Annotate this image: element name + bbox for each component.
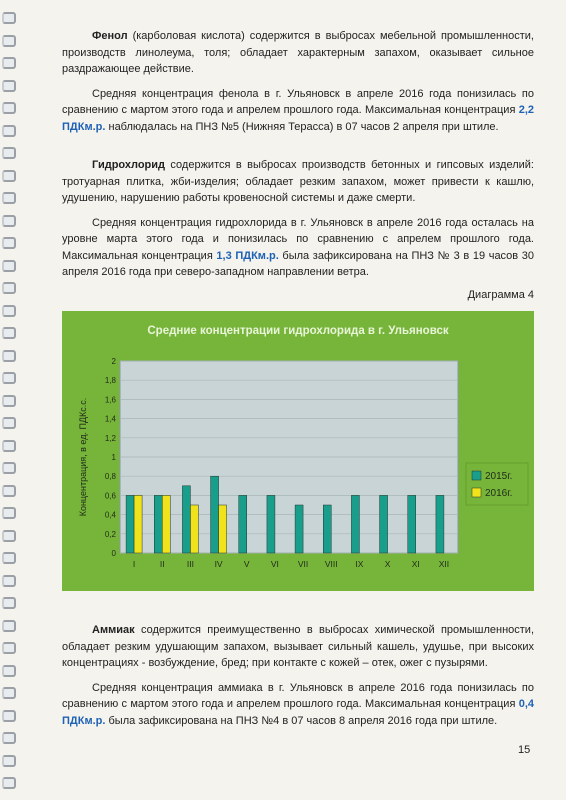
- bar-2015: [182, 486, 190, 553]
- binding-ring: [2, 642, 16, 654]
- chart-svg: [62, 311, 534, 591]
- ammonia-description: содержится преимущественно в выбросах химической промышленности, обладает резким удушающим запахом, вызывает сильный кашель, удушье, при высоких концентрациях - возбуждение, бред; при контакте с кожей – отек, ожег с пузырями.: [62, 624, 534, 669]
- ammonia-conc-text: Средняя концентрация аммиака в г. Ульяновск в апреле 2016 года понизилась по сравнению с мартом этого года и апрелем прошлого года. Максимальная концентрация: [62, 681, 534, 710]
- binding-ring: [2, 687, 16, 699]
- x-tick-label: VII: [297, 559, 309, 569]
- hcl-term: Гидрохлорид: [92, 159, 166, 171]
- y-tick-label: 1,4: [104, 414, 116, 424]
- legend-swatch: [472, 488, 481, 497]
- binding-ring: [2, 147, 16, 159]
- binding-ring: [2, 57, 16, 69]
- legend-label: 2016г.: [485, 488, 513, 499]
- phenol-concentration-paragraph: [62, 86, 534, 136]
- binding-ring: [2, 372, 16, 384]
- bar-2016: [219, 505, 227, 553]
- binding-ring: [2, 305, 16, 317]
- ammonia-concentration-paragraph: [62, 680, 534, 730]
- binding-ring: [2, 125, 16, 137]
- binding-ring: [2, 215, 16, 227]
- y-tick-label: 1: [111, 453, 116, 462]
- bar-2016: [190, 505, 198, 553]
- binding-ring: [2, 260, 16, 272]
- hcl-paragraph: [62, 157, 534, 207]
- binding-ring: [2, 170, 16, 182]
- x-tick-label: IX: [355, 559, 364, 569]
- phenol-paragraph: [62, 28, 534, 78]
- y-tick-label: 0,4: [104, 510, 116, 520]
- bar-2015: [323, 505, 331, 553]
- hcl-max-value: 1,3 ПДКм.р.: [216, 249, 279, 262]
- x-tick-label: IV: [214, 559, 223, 569]
- binding-ring: [2, 462, 16, 474]
- bar-2015: [351, 495, 359, 553]
- binding-ring: [2, 665, 16, 677]
- bar-2015: [380, 495, 388, 553]
- hcl-concentration-paragraph: [62, 215, 534, 281]
- x-tick-label: XII: [438, 559, 450, 569]
- ammonia-paragraph: [62, 622, 534, 672]
- binding-ring: [2, 395, 16, 407]
- phenol-description: (карболовая кислота) содержится в выбросах мебельной промышленности, производств линолеума, толя; обладает характерным запахом, оказывает сильное раздражающее действие.: [62, 30, 534, 75]
- phenol-term: Фенол: [92, 30, 128, 42]
- x-tick-label: II: [159, 559, 165, 569]
- page-text-upper: [62, 28, 534, 309]
- binding-ring: [2, 237, 16, 249]
- binding-ring: [2, 732, 16, 744]
- ammonia-term: Аммиак: [92, 624, 135, 636]
- diagram-label: Диаграмма 4: [467, 288, 534, 301]
- binding-ring: [2, 417, 16, 429]
- binding-ring: [2, 282, 16, 294]
- binding-ring: [2, 440, 16, 452]
- y-tick-label: 2: [111, 357, 116, 366]
- bar-2016: [162, 495, 170, 553]
- phenol-conc-text: Средняя концентрация фенола в г. Ульяновск в апреле 2016 года понизилась по сравнению с мартом этого года и апрелем прошлого года. Максимальная концентрация: [62, 87, 534, 116]
- ammonia-max-value: 0,4 ПДКм.р.: [62, 698, 534, 727]
- x-tick-label: VI: [270, 559, 279, 569]
- bar-2016: [134, 495, 142, 553]
- x-tick-label: X: [384, 559, 391, 569]
- spiral-binding: [0, 0, 22, 800]
- binding-ring: [2, 102, 16, 114]
- hcl-description: содержится в выбросах производств бетонных и гипсовых изделий: тротуарная плитка, жби-изделия; обладает резким запахом, может привести к кашлю, удушению, нарушению работы кровеносной системы и даже смерти.: [62, 159, 534, 204]
- binding-ring: [2, 507, 16, 519]
- bar-2015: [239, 495, 247, 553]
- bar-2015: [436, 495, 444, 553]
- y-axis-label: Концентрация, в ед. ПДКс.с.: [78, 397, 88, 517]
- binding-ring: [2, 327, 16, 339]
- binding-ring: [2, 710, 16, 722]
- x-tick-label: III: [186, 559, 194, 569]
- x-tick-label: I: [132, 559, 136, 569]
- binding-ring: [2, 485, 16, 497]
- chart-title: Средние концентрации гидрохлорида в г. Ульяновск: [147, 325, 449, 337]
- bar-2015: [408, 495, 416, 553]
- binding-ring: [2, 80, 16, 92]
- binding-ring: [2, 350, 16, 362]
- legend-swatch: [472, 471, 481, 480]
- page-number: 15: [518, 744, 531, 756]
- binding-ring: [2, 552, 16, 564]
- binding-ring: [2, 620, 16, 632]
- x-tick-label: V: [243, 559, 250, 569]
- hcl-conc-text: Средняя концентрация гидрохлорида в г. Ульяновск в апреле 2016 года осталась на уровне марта этого года и понизилась по сравнению с апрелем прошлого года. Максимальная концентрация: [62, 216, 534, 262]
- binding-ring: [2, 530, 16, 542]
- binding-ring: [2, 575, 16, 587]
- binding-ring: [2, 12, 16, 24]
- phenol-conc-text-end: наблюдалась на ПНЗ №5 (Нижняя Терасса) в 07 часов 2 апреля при штиле.: [105, 120, 499, 133]
- bar-2015: [295, 505, 303, 553]
- bar-2015: [211, 476, 219, 553]
- y-tick-label: 0,8: [104, 472, 116, 482]
- page-text-lower: [62, 622, 534, 729]
- bar-2015: [154, 495, 162, 553]
- hcl-conc-text-end: была зафиксирована на ПНЗ № 3 в 19 часов 30 апреля 2016 года при северо-западном направлении ветра.: [62, 249, 535, 278]
- ammonia-conc-text-end: была зафиксирована на ПНЗ №4 в 07 часов 8 апреля 2016 года при штиле.: [105, 714, 498, 727]
- hcl-chart: [62, 311, 534, 591]
- y-tick-label: 1,2: [104, 433, 116, 443]
- binding-ring: [2, 597, 16, 609]
- x-tick-label: VIII: [324, 559, 338, 569]
- y-tick-label: 0,2: [104, 529, 116, 539]
- binding-ring: [2, 192, 16, 204]
- y-tick-label: 1,8: [104, 376, 116, 386]
- binding-ring: [2, 755, 16, 767]
- legend-label: 2015г.: [485, 471, 513, 482]
- y-tick-label: 1,6: [104, 395, 116, 405]
- binding-ring: [2, 777, 16, 789]
- y-tick-label: 0,6: [104, 491, 116, 501]
- bar-2015: [126, 495, 134, 553]
- binding-ring: [2, 35, 16, 47]
- phenol-max-value: 2,2 ПДКм.р.: [62, 104, 534, 133]
- x-tick-label: XI: [411, 559, 420, 569]
- bar-2015: [267, 495, 275, 553]
- y-tick-label: 0: [111, 549, 116, 558]
